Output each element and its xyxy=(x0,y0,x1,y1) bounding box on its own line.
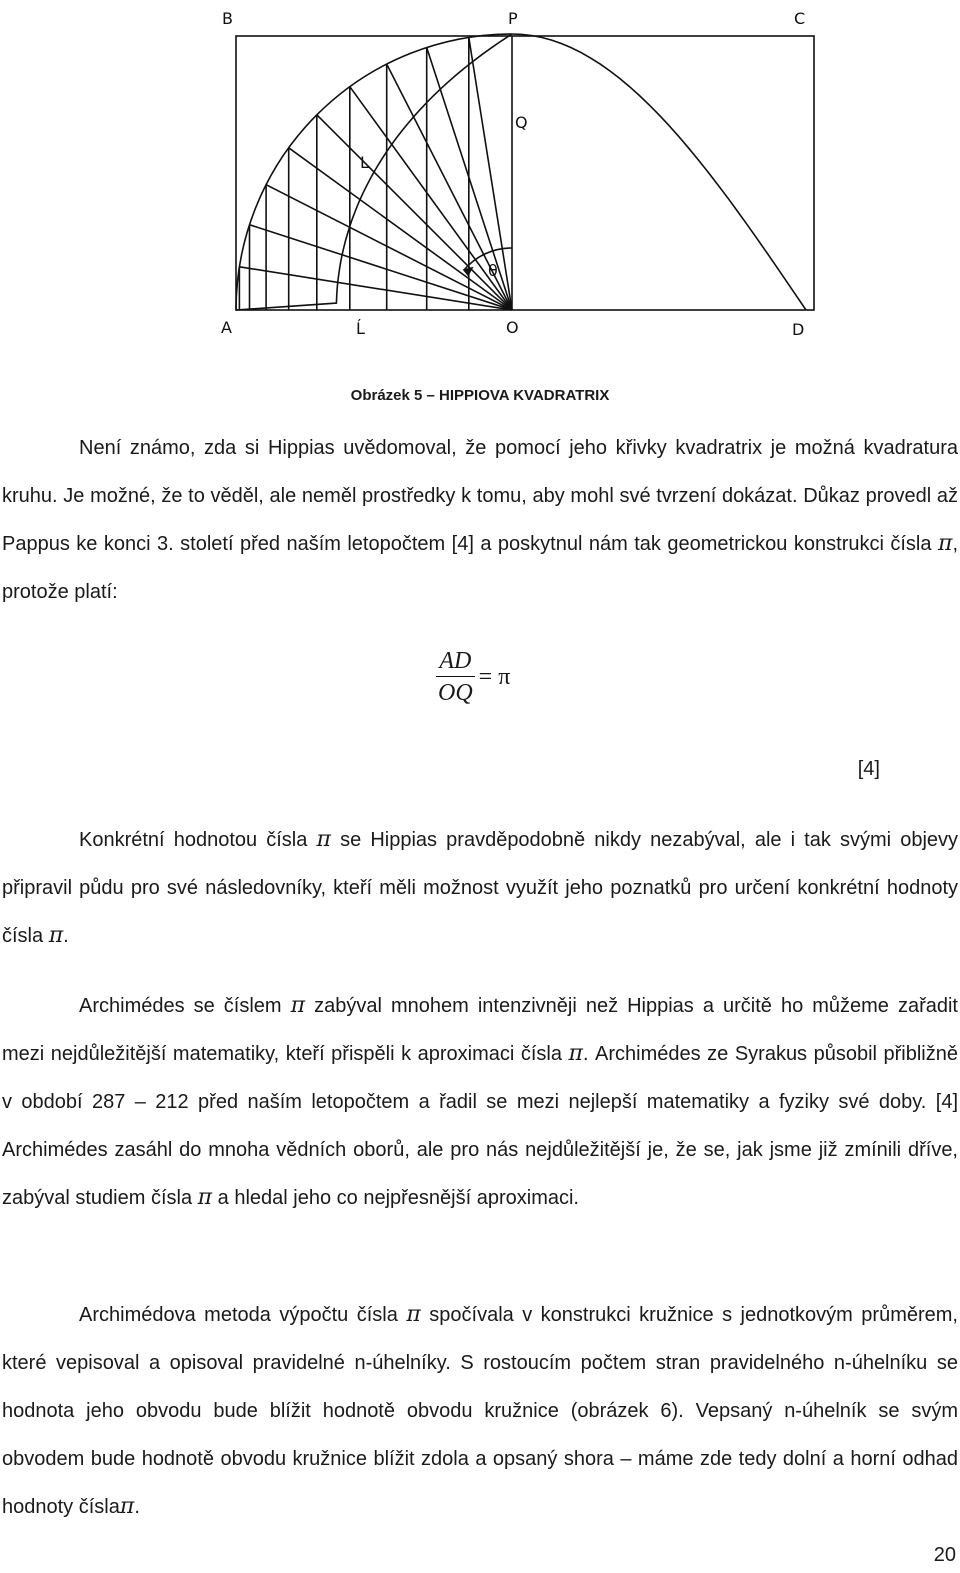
pi-symbol: π xyxy=(316,827,331,852)
label-L-prime: Ĺ xyxy=(356,319,365,338)
fraction xyxy=(436,646,475,709)
pi-symbol: π xyxy=(290,993,306,1018)
theta-arrow xyxy=(464,268,472,275)
para1-text: Není známo, zda si Hippias uvědomoval, že pomocí jeho křivky kvadratrix je možná kvadratura kruhu. Je možné, že to věděl, ale neměl prostředky k tomu, aby mohl své tvrzení dokázat. Důkaz provedl až Pappus ke konci 3. století před naším letopočtem [4] a poskytnul nám tak geometrickou konstrukci čísla xyxy=(2,437,958,555)
para3-text-mid2: . Archimédes ze Syrakus působil přibližně v období 287 – 212 před naším letopočtem a řadil se mezi nejlepší matematiky a fyziky své doby. [4] Archimédes zasáhl do mnoha vědních oborů, ale pro nás nejdůležitější je, že se, jak jsme již zmínili dříve, zabýval studiem čísla xyxy=(2,1043,958,1209)
para4-text-mid: spočívala v konstrukci kružnice s jednotkovým průměrem, které vepisoval a opisoval pravidelné n-úhelníky. S rostoucím počtem stran pravidelného n-úhelníku se hodnota jeho obvodu bude blížit hodnotě obvodu kružnice (obrázek 6). Vepsaný n-úhelník se svým obvodem bude hodnotě obvodu kružnice blížit zdola a opsaný shora – máme zde tedy dolní a horní odhad hodnoty čísla xyxy=(2,1304,958,1518)
para4-text: Archimédova metoda výpočtu čísla xyxy=(79,1304,398,1326)
para4-text-end: . xyxy=(134,1496,140,1518)
label-P: P xyxy=(508,9,518,28)
hippias-quadratrix-figure xyxy=(210,0,820,345)
figure-caption: Obrázek 5 – HIPPIOVA KVADRATRIX xyxy=(350,387,610,404)
radial-line xyxy=(289,148,512,310)
para2-text-mid: se Hippias pravděpodobně nikdy nezabýval, ale i tak svými objevy připravil půdu pro své následovníky, kteří měli možnost využít jeho poznatků pro určení konkrétní hodnoty čísla xyxy=(2,829,959,947)
label-D: D xyxy=(792,320,805,339)
para2-text: Konkrétní hodnotou čísla xyxy=(79,829,308,851)
para3-text-mid: zabýval mnohem intenzivněji než Hippias a určitě ho můžeme zařadit mezi nejdůležitější matematiky, kteří přispěli k aproximaci čísla xyxy=(2,995,958,1065)
pi-symbol: π xyxy=(119,1494,135,1519)
fraction-denominator: OQ xyxy=(438,680,473,706)
pi-symbol: π xyxy=(568,1041,583,1066)
paragraph-4 xyxy=(2,1291,958,1531)
page-number: 20 xyxy=(933,1544,956,1566)
pi-symbol: π xyxy=(48,923,64,948)
para2-text-end: . xyxy=(63,925,69,947)
figure-geometry xyxy=(236,34,814,310)
paragraph-1 xyxy=(2,424,958,616)
para3-text: Archimédes se číslem xyxy=(79,995,282,1017)
equation-reference: [4] xyxy=(857,758,880,780)
pi-symbol: π xyxy=(937,531,953,556)
formula-equals-pi: = π xyxy=(478,664,511,690)
formula-ad-over-oq xyxy=(436,646,510,709)
label-A: A xyxy=(221,318,232,337)
fraction-numerator: AD xyxy=(436,646,475,677)
pi-symbol: π xyxy=(197,1185,213,1210)
paragraph-2 xyxy=(2,816,958,960)
label-Q: Q xyxy=(515,113,528,132)
label-O: O xyxy=(506,318,519,337)
para1-text-end: , protože platí: xyxy=(2,533,958,603)
pi-symbol: π xyxy=(406,1302,421,1327)
label-theta: θ xyxy=(488,261,498,280)
label-C: C xyxy=(794,9,806,28)
radial-line xyxy=(317,115,512,310)
label-B: B xyxy=(222,9,233,28)
paragraph-3 xyxy=(2,982,958,1222)
quadratrix-curve-right xyxy=(512,34,806,310)
label-L: L xyxy=(360,153,369,172)
para3-text-end: a hledal jeho co nejpřesnější aproximaci. xyxy=(217,1187,579,1209)
